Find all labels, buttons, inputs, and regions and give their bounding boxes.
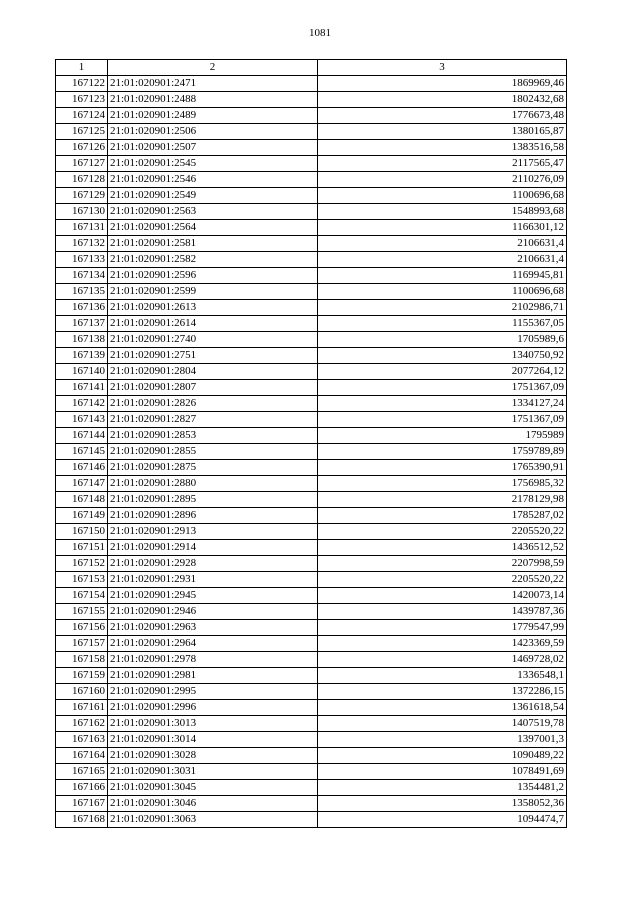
cadastral-value-cell: 1094474,7 bbox=[318, 812, 567, 828]
cadastral-number-cell: 21:01:020901:2546 bbox=[108, 172, 318, 188]
row-number-cell: 167124 bbox=[56, 108, 108, 124]
cadastral-number-cell: 21:01:020901:2945 bbox=[108, 588, 318, 604]
row-number-cell: 167161 bbox=[56, 700, 108, 716]
row-number-cell: 167122 bbox=[56, 76, 108, 92]
table-row bbox=[56, 204, 567, 220]
cadastral-value-cell: 1336548,1 bbox=[318, 668, 567, 684]
table-row bbox=[56, 684, 567, 700]
cadastral-number-cell: 21:01:020901:3028 bbox=[108, 748, 318, 764]
row-number-cell: 167134 bbox=[56, 268, 108, 284]
row-number-cell: 167138 bbox=[56, 332, 108, 348]
column-header-1: 1 bbox=[56, 60, 108, 76]
table-row bbox=[56, 172, 567, 188]
row-number-cell: 167140 bbox=[56, 364, 108, 380]
row-number-cell: 167153 bbox=[56, 572, 108, 588]
cadastral-value-cell: 1779547,99 bbox=[318, 620, 567, 636]
cadastral-value-cell: 1420073,14 bbox=[318, 588, 567, 604]
table-row bbox=[56, 92, 567, 108]
row-number-cell: 167163 bbox=[56, 732, 108, 748]
cadastral-number-cell: 21:01:020901:2964 bbox=[108, 636, 318, 652]
table-row bbox=[56, 460, 567, 476]
cadastral-number-cell: 21:01:020901:2807 bbox=[108, 380, 318, 396]
row-number-cell: 167139 bbox=[56, 348, 108, 364]
table-row bbox=[56, 332, 567, 348]
table-row bbox=[56, 620, 567, 636]
table-row bbox=[56, 268, 567, 284]
table-row bbox=[56, 188, 567, 204]
cadastral-value-cell: 2110276,09 bbox=[318, 172, 567, 188]
table-row bbox=[56, 380, 567, 396]
row-number-cell: 167156 bbox=[56, 620, 108, 636]
table-row bbox=[56, 572, 567, 588]
table-row bbox=[56, 220, 567, 236]
cadastral-number-cell: 21:01:020901:2489 bbox=[108, 108, 318, 124]
cadastral-number-cell: 21:01:020901:2599 bbox=[108, 284, 318, 300]
table-header-row bbox=[56, 60, 567, 76]
cadastral-value-cell: 1372286,15 bbox=[318, 684, 567, 700]
table-row bbox=[56, 348, 567, 364]
table-row bbox=[56, 124, 567, 140]
table-row bbox=[56, 492, 567, 508]
cadastral-value-cell: 1100696,68 bbox=[318, 284, 567, 300]
row-number-cell: 167132 bbox=[56, 236, 108, 252]
cadastral-number-cell: 21:01:020901:2963 bbox=[108, 620, 318, 636]
cadastral-value-cell: 1751367,09 bbox=[318, 412, 567, 428]
cadastral-number-cell: 21:01:020901:2614 bbox=[108, 316, 318, 332]
cadastral-number-cell: 21:01:020901:2596 bbox=[108, 268, 318, 284]
cadastral-number-cell: 21:01:020901:2995 bbox=[108, 684, 318, 700]
cadastral-number-cell: 21:01:020901:2582 bbox=[108, 252, 318, 268]
cadastral-number-cell: 21:01:020901:2471 bbox=[108, 76, 318, 92]
cadastral-value-cell: 1759789,89 bbox=[318, 444, 567, 460]
row-number-cell: 167135 bbox=[56, 284, 108, 300]
cadastral-number-cell: 21:01:020901:2895 bbox=[108, 492, 318, 508]
cadastral-number-cell: 21:01:020901:2931 bbox=[108, 572, 318, 588]
row-number-cell: 167159 bbox=[56, 668, 108, 684]
cadastral-number-cell: 21:01:020901:2549 bbox=[108, 188, 318, 204]
row-number-cell: 167147 bbox=[56, 476, 108, 492]
cadastral-number-cell: 21:01:020901:3014 bbox=[108, 732, 318, 748]
row-number-cell: 167168 bbox=[56, 812, 108, 828]
cadastral-value-cell: 2205520,22 bbox=[318, 572, 567, 588]
cadastral-value-cell: 2077264,12 bbox=[318, 364, 567, 380]
cadastral-number-cell: 21:01:020901:2563 bbox=[108, 204, 318, 220]
table-row bbox=[56, 428, 567, 444]
page-number: 1081 bbox=[309, 27, 331, 39]
cadastral-number-cell: 21:01:020901:2946 bbox=[108, 604, 318, 620]
cadastral-value-cell: 1756985,32 bbox=[318, 476, 567, 492]
cadastral-value-cell: 2106631,4 bbox=[318, 236, 567, 252]
cadastral-value-cell: 1439787,36 bbox=[318, 604, 567, 620]
table-row bbox=[56, 796, 567, 812]
row-number-cell: 167145 bbox=[56, 444, 108, 460]
row-number-cell: 167154 bbox=[56, 588, 108, 604]
row-number-cell: 167137 bbox=[56, 316, 108, 332]
cadastral-value-cell: 1776673,48 bbox=[318, 108, 567, 124]
cadastral-number-cell: 21:01:020901:2488 bbox=[108, 92, 318, 108]
cadastral-value-cell: 1407519,78 bbox=[318, 716, 567, 732]
cadastral-value-cell: 1166301,12 bbox=[318, 220, 567, 236]
cadastral-number-cell: 21:01:020901:2855 bbox=[108, 444, 318, 460]
cadastral-value-cell: 1358052,36 bbox=[318, 796, 567, 812]
cadastral-number-cell: 21:01:020901:3045 bbox=[108, 780, 318, 796]
table-row bbox=[56, 636, 567, 652]
table-row bbox=[56, 76, 567, 92]
cadastral-number-cell: 21:01:020901:2880 bbox=[108, 476, 318, 492]
row-number-cell: 167165 bbox=[56, 764, 108, 780]
row-number-cell: 167152 bbox=[56, 556, 108, 572]
table-row bbox=[56, 524, 567, 540]
cadastral-value-cell: 1705989,6 bbox=[318, 332, 567, 348]
table-row bbox=[56, 668, 567, 684]
table-row bbox=[56, 556, 567, 572]
table-row bbox=[56, 588, 567, 604]
row-number-cell: 167158 bbox=[56, 652, 108, 668]
row-number-cell: 167160 bbox=[56, 684, 108, 700]
row-number-cell: 167128 bbox=[56, 172, 108, 188]
cadastral-value-cell: 2102986,71 bbox=[318, 300, 567, 316]
cadastral-value-cell: 1078491,69 bbox=[318, 764, 567, 780]
cadastral-number-cell: 21:01:020901:2740 bbox=[108, 332, 318, 348]
cadastral-number-cell: 21:01:020901:2996 bbox=[108, 700, 318, 716]
cadastral-value-cell: 1765390,91 bbox=[318, 460, 567, 476]
cadastral-number-cell: 21:01:020901:2875 bbox=[108, 460, 318, 476]
table-row bbox=[56, 812, 567, 828]
table-row bbox=[56, 156, 567, 172]
cadastral-value-cell: 1795989 bbox=[318, 428, 567, 444]
cadastral-number-cell: 21:01:020901:2613 bbox=[108, 300, 318, 316]
cadastral-value-cell: 1802432,68 bbox=[318, 92, 567, 108]
cadastral-number-cell: 21:01:020901:3063 bbox=[108, 812, 318, 828]
row-number-cell: 167143 bbox=[56, 412, 108, 428]
cadastral-value-cell: 1548993,68 bbox=[318, 204, 567, 220]
table-row bbox=[56, 540, 567, 556]
cadastral-value-cell: 1340750,92 bbox=[318, 348, 567, 364]
cadastral-value-cell: 1869969,46 bbox=[318, 76, 567, 92]
cadastral-value-cell: 1155367,05 bbox=[318, 316, 567, 332]
row-number-cell: 167150 bbox=[56, 524, 108, 540]
cadastral-value-cell: 2207998,59 bbox=[318, 556, 567, 572]
cadastral-number-cell: 21:01:020901:3031 bbox=[108, 764, 318, 780]
cadastral-number-cell: 21:01:020901:2914 bbox=[108, 540, 318, 556]
table-row bbox=[56, 652, 567, 668]
cadastral-value-cell: 1436512,52 bbox=[318, 540, 567, 556]
cadastral-number-cell: 21:01:020901:2506 bbox=[108, 124, 318, 140]
cadastral-number-cell: 21:01:020901:2804 bbox=[108, 364, 318, 380]
row-number-cell: 167146 bbox=[56, 460, 108, 476]
cadastral-number-cell: 21:01:020901:2853 bbox=[108, 428, 318, 444]
table-row bbox=[56, 284, 567, 300]
row-number-cell: 167130 bbox=[56, 204, 108, 220]
table-row bbox=[56, 396, 567, 412]
row-number-cell: 167167 bbox=[56, 796, 108, 812]
row-number-cell: 167142 bbox=[56, 396, 108, 412]
table-row bbox=[56, 716, 567, 732]
cadastral-number-cell: 21:01:020901:2928 bbox=[108, 556, 318, 572]
row-number-cell: 167151 bbox=[56, 540, 108, 556]
cadastral-value-cell: 1383516,58 bbox=[318, 140, 567, 156]
cadastral-value-cell: 1469728,02 bbox=[318, 652, 567, 668]
cadastral-number-cell: 21:01:020901:2913 bbox=[108, 524, 318, 540]
cadastral-value-cell: 1380165,87 bbox=[318, 124, 567, 140]
cadastral-value-cell: 2106631,4 bbox=[318, 252, 567, 268]
row-number-cell: 167157 bbox=[56, 636, 108, 652]
cadastral-value-cell: 1423369,59 bbox=[318, 636, 567, 652]
table-row bbox=[56, 236, 567, 252]
cadastral-value-cell: 1090489,22 bbox=[318, 748, 567, 764]
row-number-cell: 167133 bbox=[56, 252, 108, 268]
row-number-cell: 167127 bbox=[56, 156, 108, 172]
table-row bbox=[56, 364, 567, 380]
table-row bbox=[56, 700, 567, 716]
row-number-cell: 167162 bbox=[56, 716, 108, 732]
table-row bbox=[56, 604, 567, 620]
cadastral-value-cell: 1361618,54 bbox=[318, 700, 567, 716]
cadastral-number-cell: 21:01:020901:2507 bbox=[108, 140, 318, 156]
row-number-cell: 167123 bbox=[56, 92, 108, 108]
row-number-cell: 167166 bbox=[56, 780, 108, 796]
row-number-cell: 167148 bbox=[56, 492, 108, 508]
cadastral-value-cell: 2178129,98 bbox=[318, 492, 567, 508]
table-row bbox=[56, 476, 567, 492]
row-number-cell: 167155 bbox=[56, 604, 108, 620]
table-body bbox=[56, 76, 567, 828]
cadastral-number-cell: 21:01:020901:2545 bbox=[108, 156, 318, 172]
cadastral-number-cell: 21:01:020901:3013 bbox=[108, 716, 318, 732]
row-number-cell: 167136 bbox=[56, 300, 108, 316]
cadastral-number-cell: 21:01:020901:2581 bbox=[108, 236, 318, 252]
table-row bbox=[56, 252, 567, 268]
row-number-cell: 167129 bbox=[56, 188, 108, 204]
table-row bbox=[56, 508, 567, 524]
cadastral-value-cell: 1751367,09 bbox=[318, 380, 567, 396]
cadastral-value-cell: 2205520,22 bbox=[318, 524, 567, 540]
row-number-cell: 167141 bbox=[56, 380, 108, 396]
cadastral-number-cell: 21:01:020901:2981 bbox=[108, 668, 318, 684]
cadastral-value-cell: 1354481,2 bbox=[318, 780, 567, 796]
cadastral-value-cell: 1785287,02 bbox=[318, 508, 567, 524]
cadastral-number-cell: 21:01:020901:2827 bbox=[108, 412, 318, 428]
table-row bbox=[56, 300, 567, 316]
cadastral-value-table bbox=[55, 59, 567, 828]
cadastral-number-cell: 21:01:020901:2896 bbox=[108, 508, 318, 524]
row-number-cell: 167149 bbox=[56, 508, 108, 524]
cadastral-number-cell: 21:01:020901:3046 bbox=[108, 796, 318, 812]
table-row bbox=[56, 140, 567, 156]
column-header-2: 2 bbox=[108, 60, 318, 76]
table-row bbox=[56, 732, 567, 748]
table-row bbox=[56, 444, 567, 460]
cadastral-value-cell: 1397001,3 bbox=[318, 732, 567, 748]
table-row bbox=[56, 764, 567, 780]
row-number-cell: 167164 bbox=[56, 748, 108, 764]
cadastral-number-cell: 21:01:020901:2978 bbox=[108, 652, 318, 668]
row-number-cell: 167125 bbox=[56, 124, 108, 140]
cadastral-value-cell: 1100696,68 bbox=[318, 188, 567, 204]
cadastral-value-cell: 1169945,81 bbox=[318, 268, 567, 284]
column-header-3: 3 bbox=[318, 60, 567, 76]
row-number-cell: 167144 bbox=[56, 428, 108, 444]
row-number-cell: 167131 bbox=[56, 220, 108, 236]
table-row bbox=[56, 412, 567, 428]
table-row bbox=[56, 748, 567, 764]
table-row bbox=[56, 780, 567, 796]
cadastral-number-cell: 21:01:020901:2826 bbox=[108, 396, 318, 412]
table-row bbox=[56, 108, 567, 124]
table-row bbox=[56, 316, 567, 332]
cadastral-number-cell: 21:01:020901:2564 bbox=[108, 220, 318, 236]
row-number-cell: 167126 bbox=[56, 140, 108, 156]
cadastral-number-cell: 21:01:020901:2751 bbox=[108, 348, 318, 364]
cadastral-value-cell: 2117565,47 bbox=[318, 156, 567, 172]
cadastral-value-cell: 1334127,24 bbox=[318, 396, 567, 412]
